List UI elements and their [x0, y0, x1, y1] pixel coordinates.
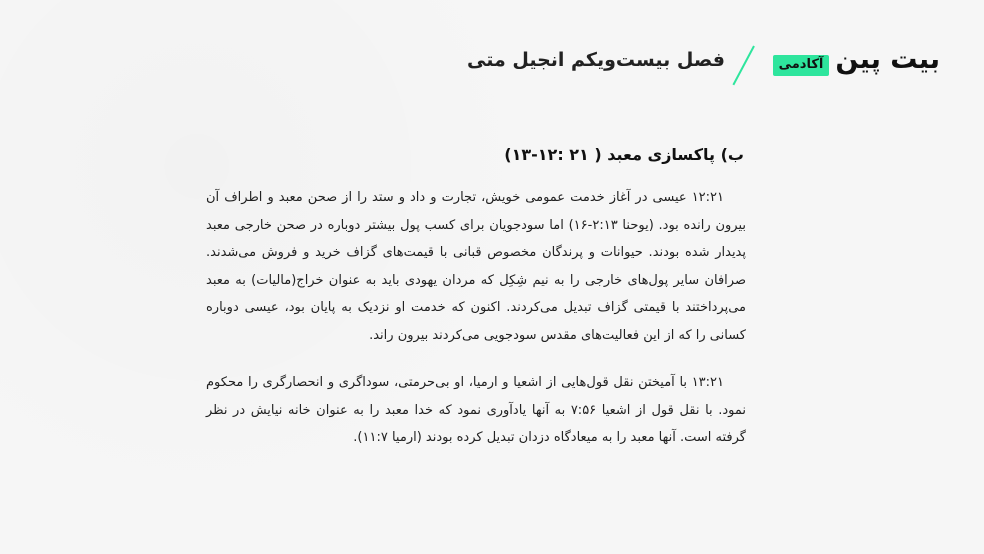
logo-badge: آکادمی	[773, 55, 830, 76]
logo-text: بیت پین	[835, 44, 940, 75]
header	[420, 40, 940, 90]
chapter-title: فصل بیست‌ویکم انجیل متی	[467, 49, 725, 71]
header-divider	[732, 46, 754, 86]
content	[206, 140, 746, 472]
section-heading: ب) پاکسازی معبد ( ۲۱ :۱۲-۱۳)	[504, 145, 744, 164]
paragraph: ۱۲:۲۱ عیسی در آغاز خدمت عمومی خویش، تجارت و داد و ستد را از صحن معبد و اطراف آن بیرون رانده بود. (یوحنا ۲:۱۳-۱۶) اما سودجویان برای کسب پول بیشتر دوباره در صحن خارجی معبد پدیدار شده بودند. حیوانات و پرندگان مخصوص قبانی با قیمت‌های گزاف خرید و فروش می‌شدند. صرافان سایر پول‌های خارجی را به نیم شِکِل که مردان یهودی باید به عنوان خراج(مالیات) به معبد می‌پرداختند با قیمتی گزاف تبدیل می‌کردند. اکنون که خدمت او نزدیک به پایان بود، عیسی دوباره کسانی را که از این فعالیت‌های مقدس سودجویی می‌کردند بیرون راند.	[206, 190, 746, 343]
logo[interactable]	[773, 40, 940, 80]
paragraph: ۱۳:۲۱ با آمیختن نقل قول‌هایی از اشعیا و ارمیا، او بی‌حرمتی، سوداگری و انحصارگری را محکوم نمود. با نقل قول از اشعیا ۷:۵۶ به آنها یادآوری نمود که خدا معبد را به عنوان خانه نیایش در نظر گرفته است. آنها معبد را به میعادگاه دزدان تبدیل کرده بودند (ارمیا ۱۱:۷).	[206, 375, 747, 445]
